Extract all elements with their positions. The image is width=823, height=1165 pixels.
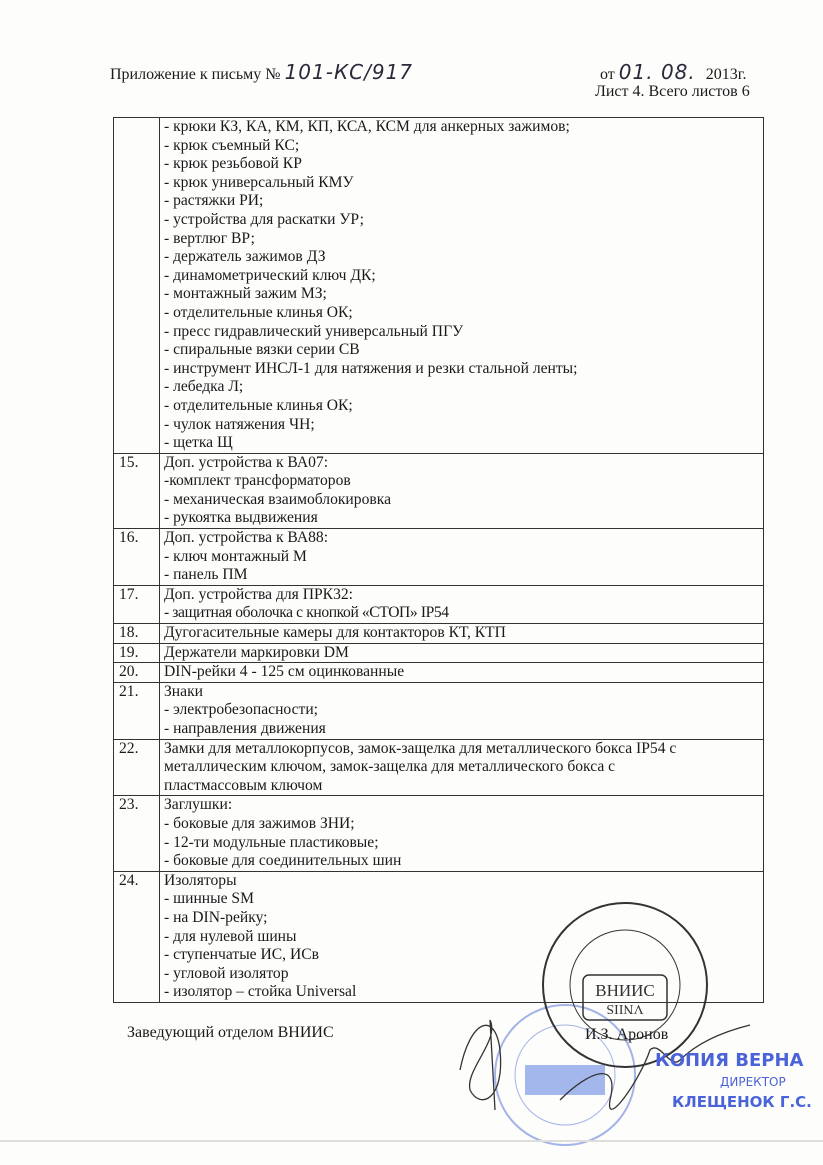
row-line: Доп. устройства для ПРК32:: [164, 585, 353, 603]
row-number: 22.: [114, 739, 160, 796]
row-line: - боковые для зажимов ЗНИ;: [164, 814, 355, 832]
copy-stamp-line1: КОПИЯ ВЕРНА: [655, 1050, 804, 1071]
row-line: - лебедка Л;: [164, 378, 244, 396]
signatory-name: И.З. Аронов: [585, 1026, 669, 1043]
letter-number: 101-КС/917: [284, 60, 414, 84]
row-line: - монтажный зажим МЗ;: [164, 285, 327, 303]
row-content: [160, 643, 764, 663]
svg-text:ВНИИС: ВНИИС: [595, 981, 655, 1000]
row-line: пластмассовым ключом: [164, 776, 323, 794]
row-line: Изоляторы: [164, 871, 237, 889]
date-handwritten: 01. 08.: [618, 60, 696, 84]
letter-prefix: Приложение к письму №: [110, 66, 281, 83]
table-row: [114, 682, 764, 739]
row-line: - панель ПМ: [164, 566, 248, 584]
table-row: [114, 663, 764, 683]
row-number: 15.: [114, 453, 160, 528]
row-line: - щетка Щ: [164, 434, 233, 452]
row-line: Держатели маркировки DM: [164, 643, 349, 661]
row-line: Дугогасительные камеры для контакторов КТ, КТП: [164, 624, 506, 642]
signature-left: [460, 1020, 501, 1110]
row-line: - крюк резьбовой КР: [164, 155, 302, 173]
row-content: [160, 585, 764, 623]
row-line: - защитная оболочка с кнопкой «СТОП» IP54: [164, 604, 449, 622]
table-row: [114, 585, 764, 623]
date-prefix: от: [600, 66, 615, 83]
row-line: - вертлюг ВР;: [164, 229, 256, 247]
row-line: - ключ монтажный М: [164, 547, 307, 565]
row-line: - чулок натяжения ЧН;: [164, 415, 315, 433]
row-line: - спиральные вязки серии СВ: [164, 341, 360, 359]
row-line: - боковые для соединительных шин: [164, 852, 402, 870]
table-row: [114, 624, 764, 644]
row-line: - динамометрический ключ ДК;: [164, 266, 376, 284]
items-table: [113, 117, 764, 1003]
row-line: - инструмент ИНСЛ-1 для натяжения и резки стальной ленты;: [164, 359, 578, 377]
row-line: - пресс гидравлический универсальный ПГУ: [164, 322, 464, 340]
row-number: [114, 118, 160, 454]
row-line: - растяжки РИ;: [164, 192, 264, 210]
row-line: -комплект трансформаторов: [164, 472, 351, 490]
stamps-and-signatures: [440, 900, 823, 1150]
row-number: 19.: [114, 643, 160, 663]
row-line: Замки для металлокорпусов, замок-защелка для металлического бокса IP54 с: [164, 739, 677, 757]
row-line: Знаки: [164, 682, 203, 700]
row-content: [160, 796, 764, 871]
table-row: [114, 643, 764, 663]
row-number: 24.: [114, 871, 160, 1002]
row-number: 23.: [114, 796, 160, 871]
row-line: - механическая взаимоблокировка: [164, 490, 391, 508]
row-line: - отделительные клинья ОК;: [164, 303, 353, 321]
table-row: [114, 453, 764, 528]
row-line: - держатель зажимов ДЗ: [164, 248, 326, 266]
svg-text:VNIIS: VNIIS: [606, 1001, 644, 1016]
row-line: - крюк универсальный КМУ: [164, 173, 354, 191]
row-content: [160, 453, 764, 528]
table-row: [114, 118, 764, 454]
row-line: Заглушки:: [164, 796, 233, 814]
row-content: [160, 663, 764, 683]
letter-reference: [110, 60, 413, 84]
row-line: - отделительные клинья ОК;: [164, 396, 353, 414]
row-number: 18.: [114, 624, 160, 644]
row-number: 16.: [114, 529, 160, 586]
signatory-position: Заведующий отделом ВНИИС: [127, 1024, 334, 1041]
row-line: Доп. устройства к ВА88:: [164, 529, 329, 547]
row-number: 21.: [114, 682, 160, 739]
row-line: - электробезопасности;: [164, 701, 319, 719]
row-content: [160, 624, 764, 644]
row-line: - рукоятка выдвижения: [164, 509, 318, 527]
row-line: металлическим ключом, замок-защелка для металлического бокса с: [164, 758, 616, 776]
row-line: Доп. устройства к ВА07:: [164, 453, 329, 471]
row-line: - угловой изолятор: [164, 964, 289, 982]
table-row: [114, 739, 764, 796]
row-line: - на DIN-рейку;: [164, 908, 268, 926]
row-content: [160, 682, 764, 739]
row-line: - крюк съемный КС;: [164, 136, 300, 154]
row-line: DIN-рейки 4 - 125 см оцинкованные: [164, 663, 405, 681]
date-year: 2013г.: [705, 66, 747, 83]
row-content: [160, 118, 764, 454]
copy-stamp-line2: ДИРЕКТОР: [720, 1075, 786, 1089]
sheet-info: Лист 4. Всего листов 6: [595, 83, 750, 100]
copy-stamp-line3: КЛЕЩЕНОК Г.С.: [672, 1093, 812, 1111]
row-line: - для нулевой шины: [164, 927, 297, 945]
row-line: - устройства для раскатки УР;: [164, 210, 365, 228]
row-line: - 12-ти модульные пластиковые;: [164, 833, 379, 851]
row-line: - крюки КЗ, КА, КМ, КП, КСА, КСМ для анкерных зажимов;: [164, 118, 570, 135]
row-line: - ступенчатые ИС, ИСв: [164, 946, 319, 964]
row-number: 17.: [114, 585, 160, 623]
row-line: - направления движения: [164, 720, 326, 737]
table-row: [114, 796, 764, 871]
row-number: 20.: [114, 663, 160, 683]
row-content: [160, 739, 764, 796]
row-line: - изолятор – стойка Universal: [164, 983, 357, 1001]
letter-date: [600, 60, 747, 84]
row-content: [160, 529, 764, 586]
table-row: [114, 529, 764, 586]
scan-edge: [0, 1140, 823, 1142]
row-line: - шинные SM: [164, 890, 254, 908]
